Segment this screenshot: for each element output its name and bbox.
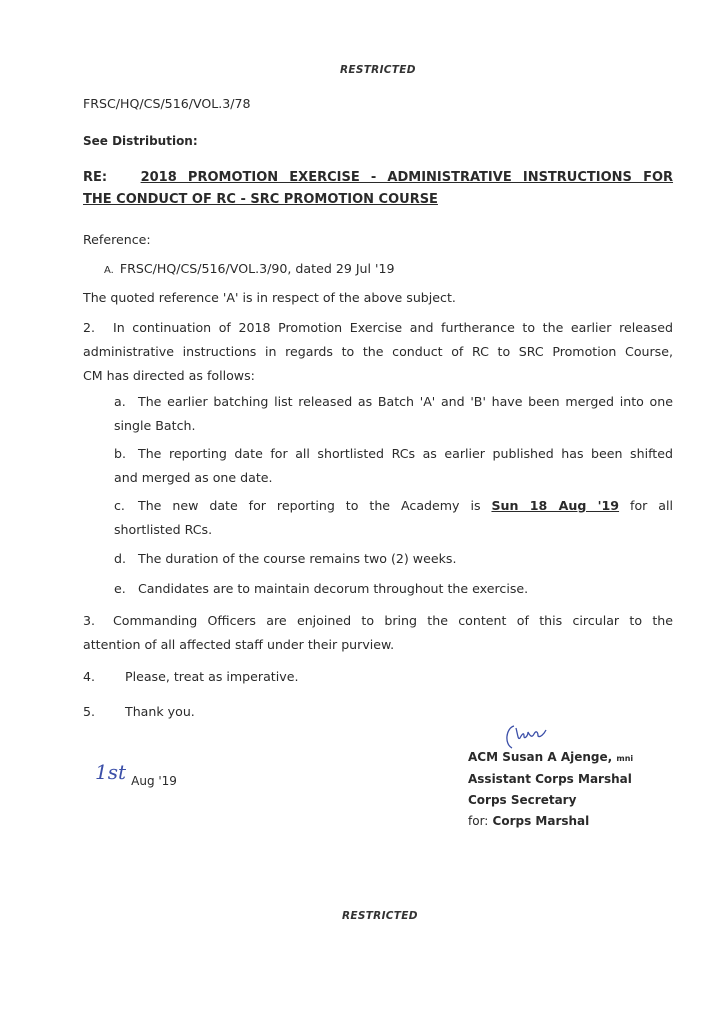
paragraph-number: 4. xyxy=(83,669,96,684)
reference-marker: A. xyxy=(104,265,114,276)
paragraph-3-line-1: Commanding Officers are enjoined to bring the content of this circular to the xyxy=(113,613,673,628)
list-item-line: The reporting date for all shortlisted RCs as earlier published has been shifted xyxy=(138,446,673,461)
signatory-block xyxy=(468,747,633,832)
signatory-rank: Assistant Corps Marshal xyxy=(468,772,632,786)
paragraph-number: 5. xyxy=(83,704,96,719)
paragraph-5 xyxy=(83,700,195,724)
subject-block xyxy=(83,166,673,212)
list-marker: b. xyxy=(114,446,126,461)
paragraph-2-line-1: In continuation of 2018 Promotion Exercise and furtherance to the earlier released xyxy=(113,320,673,335)
list-item-line: for all xyxy=(630,498,673,513)
list-item-line: shortlisted RCs. xyxy=(114,522,213,537)
paragraph-number: 3. xyxy=(83,613,96,628)
list-item-d xyxy=(114,547,673,571)
list-marker: d. xyxy=(114,551,126,566)
signatory-name: ACM Susan A Ajenge, xyxy=(468,750,613,764)
list-item-line: single Batch. xyxy=(114,418,196,433)
addressee: See Distribution: xyxy=(83,134,198,148)
list-marker: a. xyxy=(114,394,126,409)
footer-restricted-marking: RESTRICTED xyxy=(342,910,418,922)
reference-item xyxy=(104,257,395,283)
list-item-line: The new date for reporting to the Academy is xyxy=(138,498,481,513)
signatory-title: Corps Secretary xyxy=(468,793,577,807)
list-item-a xyxy=(114,390,673,438)
signatory-suffix: mni xyxy=(616,754,634,763)
paragraph-2 xyxy=(83,316,673,388)
list-item-e xyxy=(114,577,673,601)
list-item-line: and merged as one date. xyxy=(114,470,273,485)
reference-text: FRSC/HQ/CS/516/VOL.3/90, dated 29 Jul '19 xyxy=(119,261,395,276)
date-block xyxy=(95,760,177,788)
file-reference: FRSC/HQ/CS/516/VOL.3/78 xyxy=(83,96,251,111)
list-item-line: The earlier batching list released as Batch 'A' and 'B' have been merged into one xyxy=(138,394,673,409)
list-marker: c. xyxy=(114,498,125,513)
date-printed: Aug '19 xyxy=(131,774,177,788)
subject-prefix: RE: xyxy=(83,170,108,185)
list-item-line: Candidates are to maintain decorum throughout the exercise. xyxy=(138,581,529,596)
paragraph-3-line-2: attention of all affected staff under their purview. xyxy=(83,637,395,652)
paragraph-4 xyxy=(83,665,298,689)
paragraph-1: The quoted reference 'A' is in respect of the above subject. xyxy=(83,290,456,305)
subject-line-2: THE CONDUCT OF RC - SRC PROMOTION COURSE xyxy=(83,192,438,207)
handwritten-day: 1st xyxy=(95,760,127,784)
paragraph-4-text: Please, treat as imperative. xyxy=(125,669,299,684)
list-item-b xyxy=(114,442,673,490)
paragraph-3 xyxy=(83,609,673,657)
header-restricted-marking: RESTRICTED xyxy=(340,64,416,76)
list-item-line: The duration of the course remains two (2) weeks. xyxy=(138,551,457,566)
paragraph-number: 2. xyxy=(83,320,96,335)
paragraph-2-line-2: administrative instructions in regards to the conduct of RC to SRC Promotion Course, xyxy=(83,344,673,359)
list-marker: e. xyxy=(114,581,126,596)
reference-label: Reference: xyxy=(83,232,151,247)
paragraph-5-text: Thank you. xyxy=(125,704,195,719)
reporting-date: Sun 18 Aug '19 xyxy=(491,498,620,513)
for-whom: Corps Marshal xyxy=(492,814,590,828)
subject-line-1: 2018 PROMOTION EXERCISE - ADMINISTRATIVE INSTRUCTIONS FOR xyxy=(140,170,674,185)
for-label: for: xyxy=(468,814,489,828)
list-item-c xyxy=(114,494,673,542)
paragraph-2-line-3: CM has directed as follows: xyxy=(83,368,255,383)
